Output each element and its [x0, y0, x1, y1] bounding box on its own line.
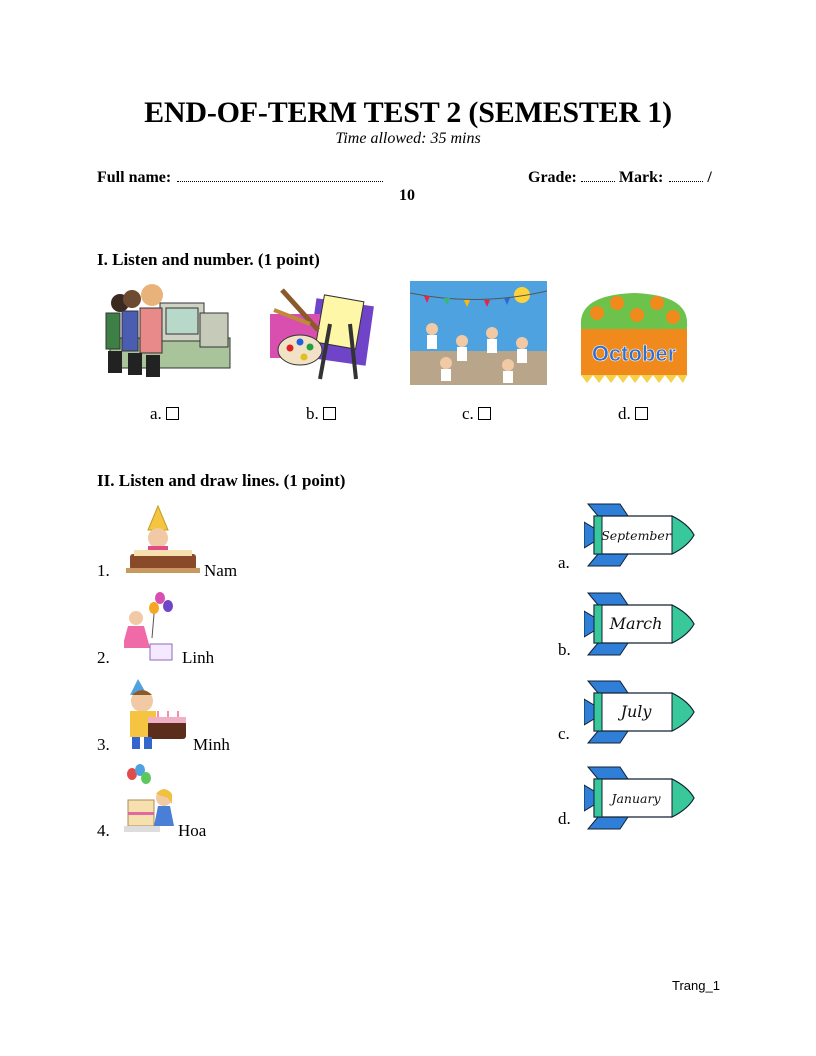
- grade-mark-row: [528, 167, 712, 187]
- month-b-label: March: [609, 614, 663, 633]
- full-name-label: Full name:: [97, 169, 172, 186]
- rocket-month-a[interactable]: [584, 502, 696, 568]
- october-cake-lettering: October: [591, 341, 677, 366]
- option-c: c.: [462, 404, 491, 424]
- option-d: d.: [618, 404, 648, 424]
- children-computers-picture: [100, 283, 234, 383]
- person-3-number: 3.: [97, 735, 110, 754]
- grade-label: Grade:: [528, 169, 577, 186]
- grade-field[interactable]: [581, 167, 615, 182]
- mark-slash: /: [707, 169, 712, 186]
- full-name-field[interactable]: [177, 167, 383, 182]
- october-cake-picture: [575, 289, 693, 385]
- month-c-letter: c.: [558, 724, 570, 743]
- month-c-label: July: [620, 702, 652, 721]
- full-name-row: [97, 167, 383, 187]
- option-b-checkbox[interactable]: [323, 407, 336, 420]
- month-d-label: January: [611, 791, 661, 806]
- section-2-heading: II. Listen and draw lines. (1 point): [97, 471, 346, 490]
- child-with-cake-picture: [124, 502, 204, 576]
- month-d-letter: d.: [558, 809, 571, 828]
- person-1-name: Nam: [204, 561, 238, 580]
- option-c-checkbox[interactable]: [478, 407, 491, 420]
- month-a-label: September: [601, 528, 671, 543]
- girl-with-balloons-picture: [124, 590, 176, 664]
- section-1-heading: I. Listen and number. (1 point): [97, 250, 320, 269]
- mark-total: 10: [399, 187, 415, 204]
- person-1-number: 1.: [97, 561, 110, 580]
- month-b-letter: b.: [558, 640, 571, 659]
- person-2-number: 2.: [97, 648, 110, 667]
- person-4-number: 4.: [97, 821, 110, 840]
- option-a: a.: [150, 404, 179, 424]
- option-a-checkbox[interactable]: [166, 407, 179, 420]
- month-a-letter: a.: [558, 553, 570, 572]
- person-3-name: Minh: [193, 735, 230, 754]
- page-title: END-OF-TERM TEST 2 (SEMESTER 1): [144, 96, 672, 129]
- option-d-checkbox[interactable]: [635, 407, 648, 420]
- girl-with-cake-picture: [124, 764, 176, 836]
- painting-easel-picture: [270, 284, 375, 382]
- rocket-month-c[interactable]: [584, 679, 696, 745]
- time-allowed: Time allowed: 35 mins: [335, 130, 481, 147]
- person-2-name: Linh: [182, 648, 215, 667]
- rocket-month-d[interactable]: [584, 765, 696, 831]
- sports-day-picture: [410, 281, 547, 385]
- mark-label: Mark:: [618, 169, 664, 186]
- option-b: b.: [306, 404, 336, 424]
- person-4-name: Hoa: [178, 821, 207, 840]
- mark-field[interactable]: [669, 167, 703, 182]
- page-number: Trang_1: [672, 978, 720, 993]
- rocket-month-b[interactable]: [584, 591, 696, 657]
- boy-holding-cake-picture: [124, 677, 190, 751]
